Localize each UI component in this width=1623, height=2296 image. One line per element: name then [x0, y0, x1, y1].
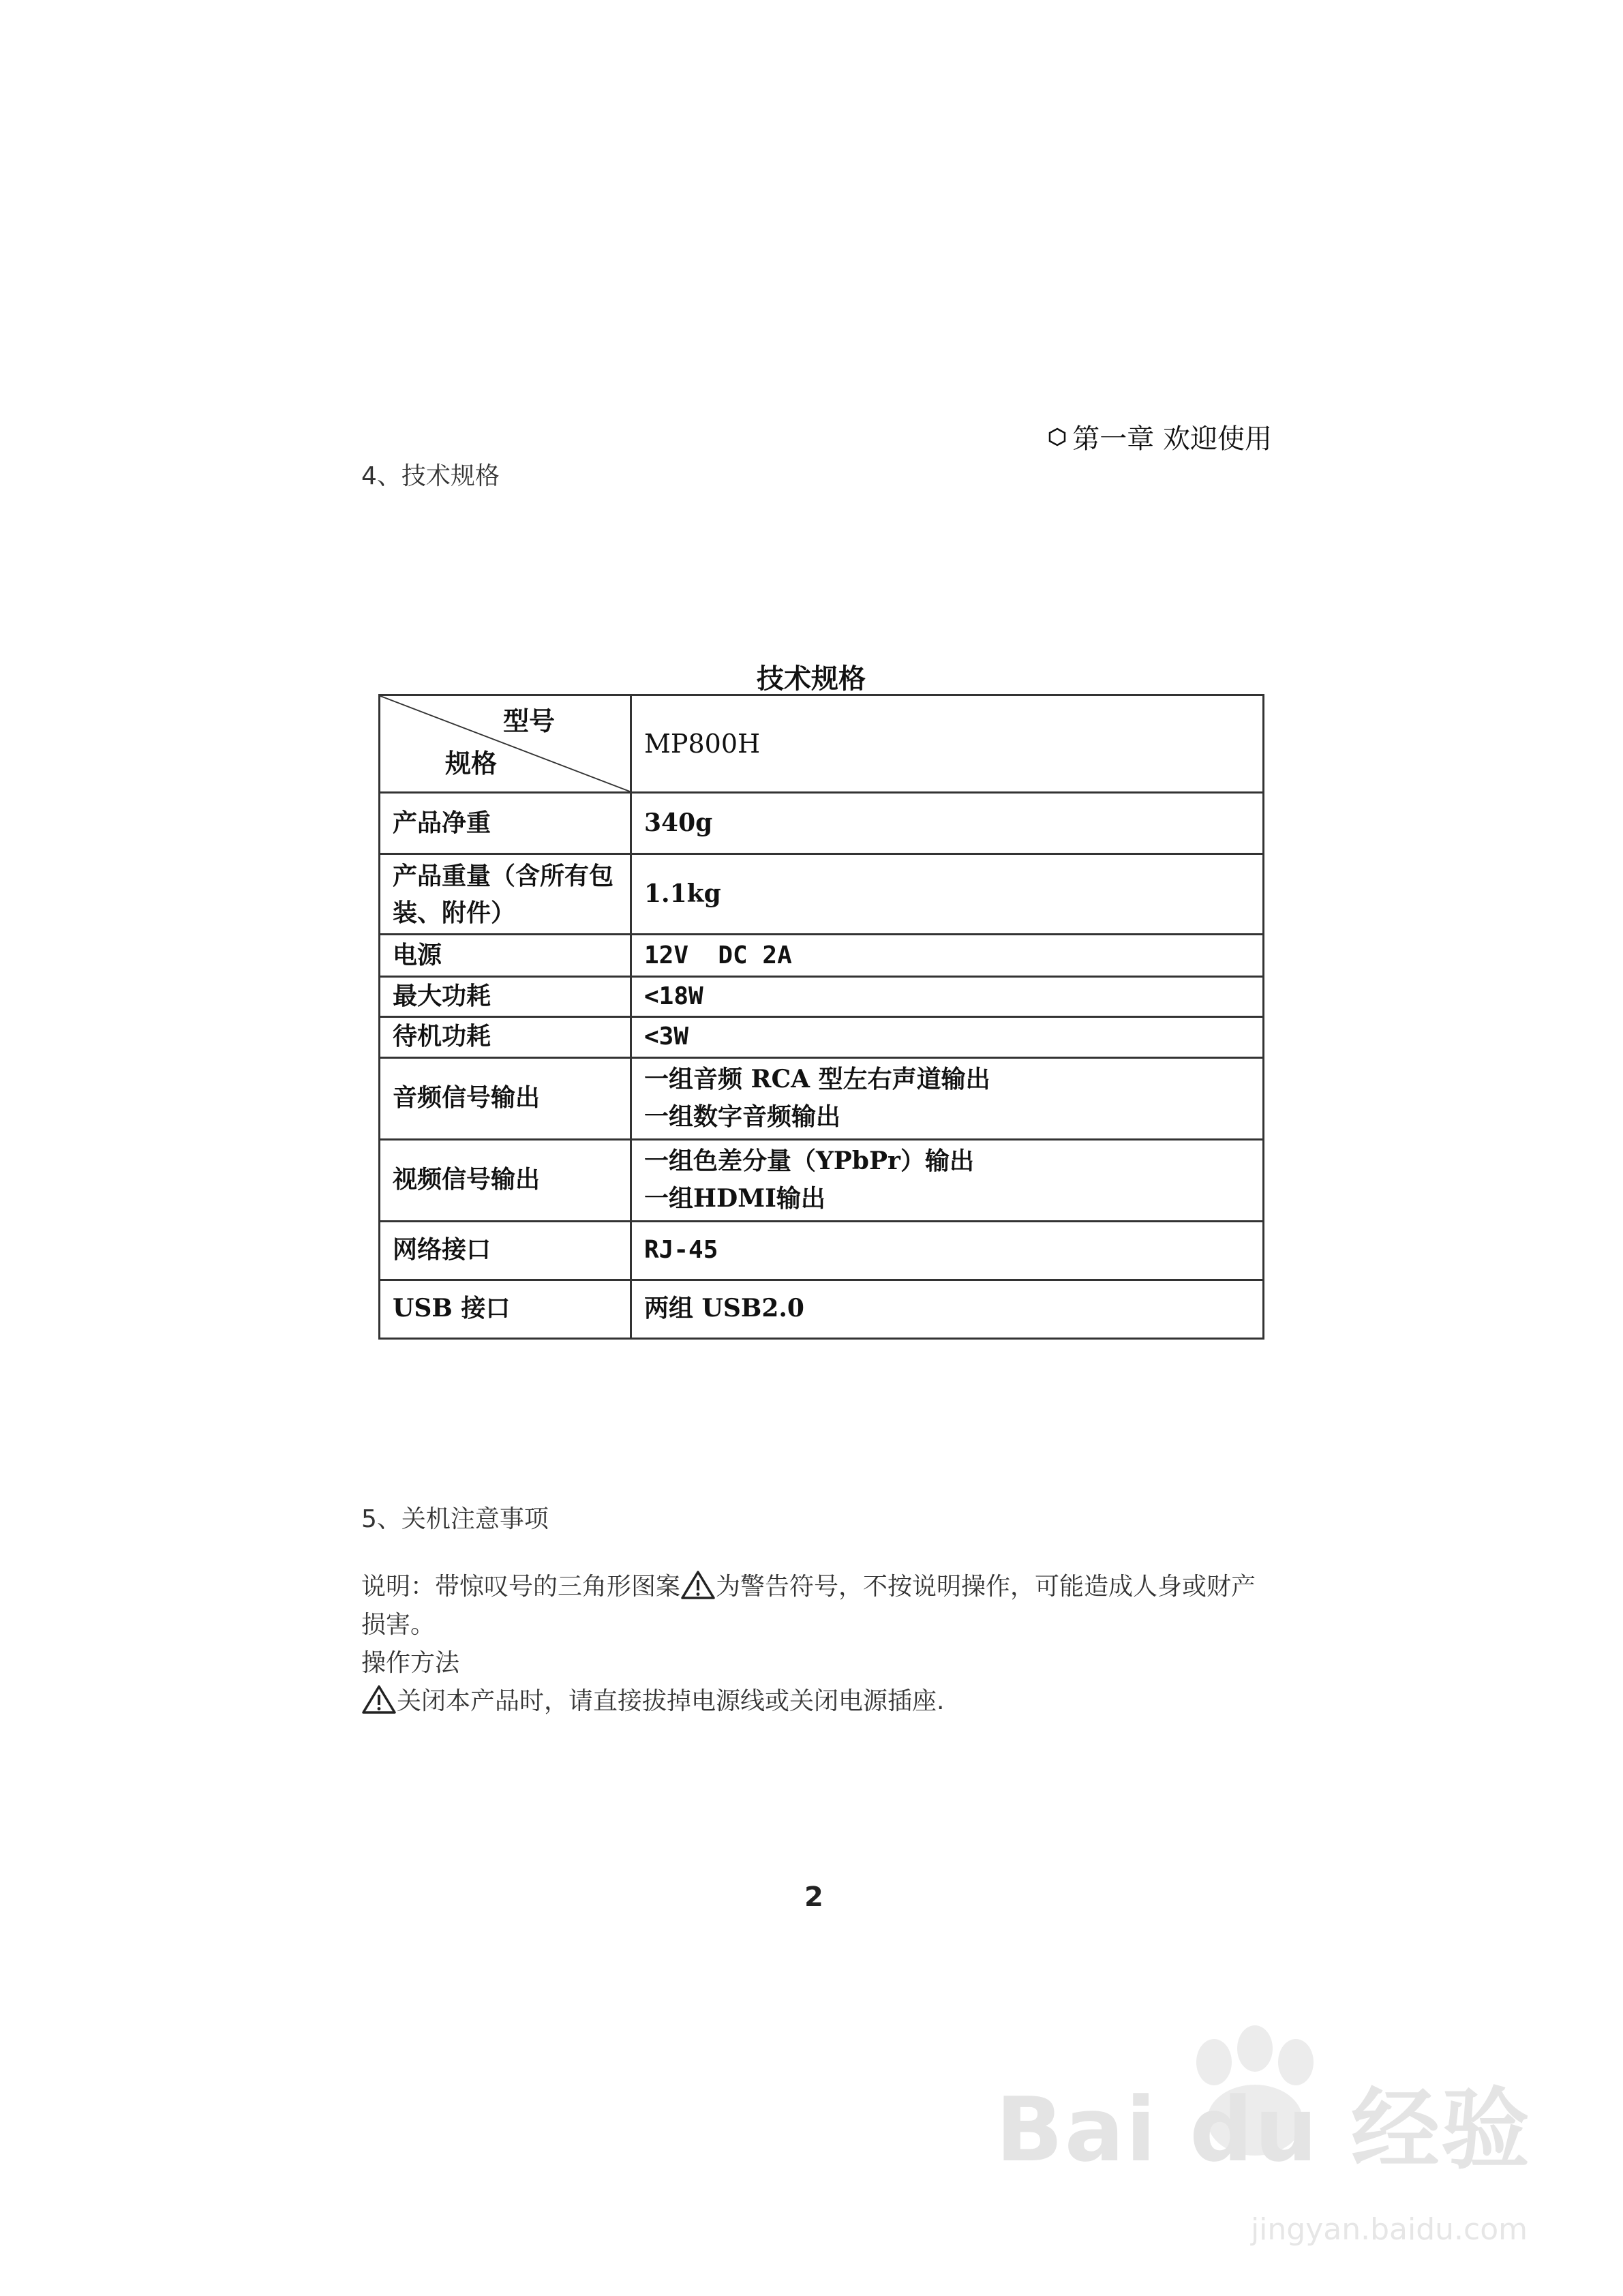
table-row [380, 1280, 1264, 1338]
row-label: 电源 [380, 935, 631, 977]
row-value: 两组 USB2.0 [631, 1280, 1264, 1338]
row-value-multiline [631, 1139, 1264, 1221]
warning-icon [361, 1685, 397, 1715]
header-spec-label: 规格 [445, 748, 498, 779]
table-row [380, 935, 1264, 977]
table-row [380, 1221, 1264, 1280]
chapter-header [1048, 417, 1272, 456]
hexagon-icon [1048, 427, 1067, 447]
row-value: 12V DC 2A [631, 935, 1264, 977]
row-value-line: 一组HDMI输出 [644, 1184, 825, 1213]
warning-icon [680, 1570, 716, 1600]
baidu-watermark: Bai du 经验 [995, 2078, 1531, 2181]
note-prefix: 说明：带惊叹号的三角形图案 [361, 1573, 681, 1601]
diagonal-header-cell [380, 695, 631, 793]
row-label: 产品重量（含所有包装、附件） [380, 854, 631, 935]
method-title: 操作方法 [361, 1649, 460, 1677]
row-label: 待机功耗 [380, 1016, 631, 1057]
table-header-row [380, 695, 1264, 793]
note-line-1 [361, 1568, 1256, 1606]
note-line-2: 损害。 [361, 1611, 436, 1639]
row-value: 1.1kg [631, 854, 1264, 935]
table-row [380, 793, 1264, 854]
spec-table [378, 694, 1264, 1340]
row-value-line: 一组音频 RCA 型左右声道输出 [644, 1064, 990, 1093]
row-label: 产品净重 [380, 793, 631, 854]
page-number: 2 [804, 1882, 823, 1913]
spec-table-title: 技术规格 [757, 663, 866, 695]
row-value-multiline [631, 1057, 1264, 1139]
row-value-line: 一组数字音频输出 [644, 1102, 841, 1132]
chapter-title: 第一章 欢迎使用 [1072, 423, 1272, 455]
row-label: 音频信号输出 [380, 1057, 631, 1139]
row-value: RJ-45 [631, 1221, 1264, 1280]
section-5-title: 5、关机注意事项 [361, 1505, 549, 1533]
table-row [380, 854, 1264, 935]
row-value: <3W [631, 1016, 1264, 1057]
note-suffix: 为警告符号，不按说明操作，可能造成人身或财产 [716, 1573, 1256, 1601]
method-line [361, 1682, 944, 1721]
header-model-label: 型号 [503, 706, 556, 736]
row-label: 最大功耗 [380, 977, 631, 1017]
model-value: MP800H [631, 695, 1264, 793]
table-row [380, 1057, 1264, 1139]
method-text: 关闭本产品时，请直接拔掉电源线或关闭电源插座. [397, 1687, 945, 1715]
table-row [380, 977, 1264, 1017]
row-label: 网络接口 [380, 1221, 631, 1280]
row-value-line: 一组色差分量（YPbPr）输出 [644, 1146, 974, 1175]
row-value: <18W [631, 977, 1264, 1017]
section-4-title: 4、技术规格 [361, 462, 500, 490]
row-label: USB 接口 [380, 1280, 631, 1338]
row-value: 340g [631, 793, 1264, 854]
table-row [380, 1016, 1264, 1057]
row-label: 视频信号输出 [380, 1139, 631, 1221]
table-row [380, 1139, 1264, 1221]
watermark-url: jingyan.baidu.com [1250, 2212, 1528, 2247]
